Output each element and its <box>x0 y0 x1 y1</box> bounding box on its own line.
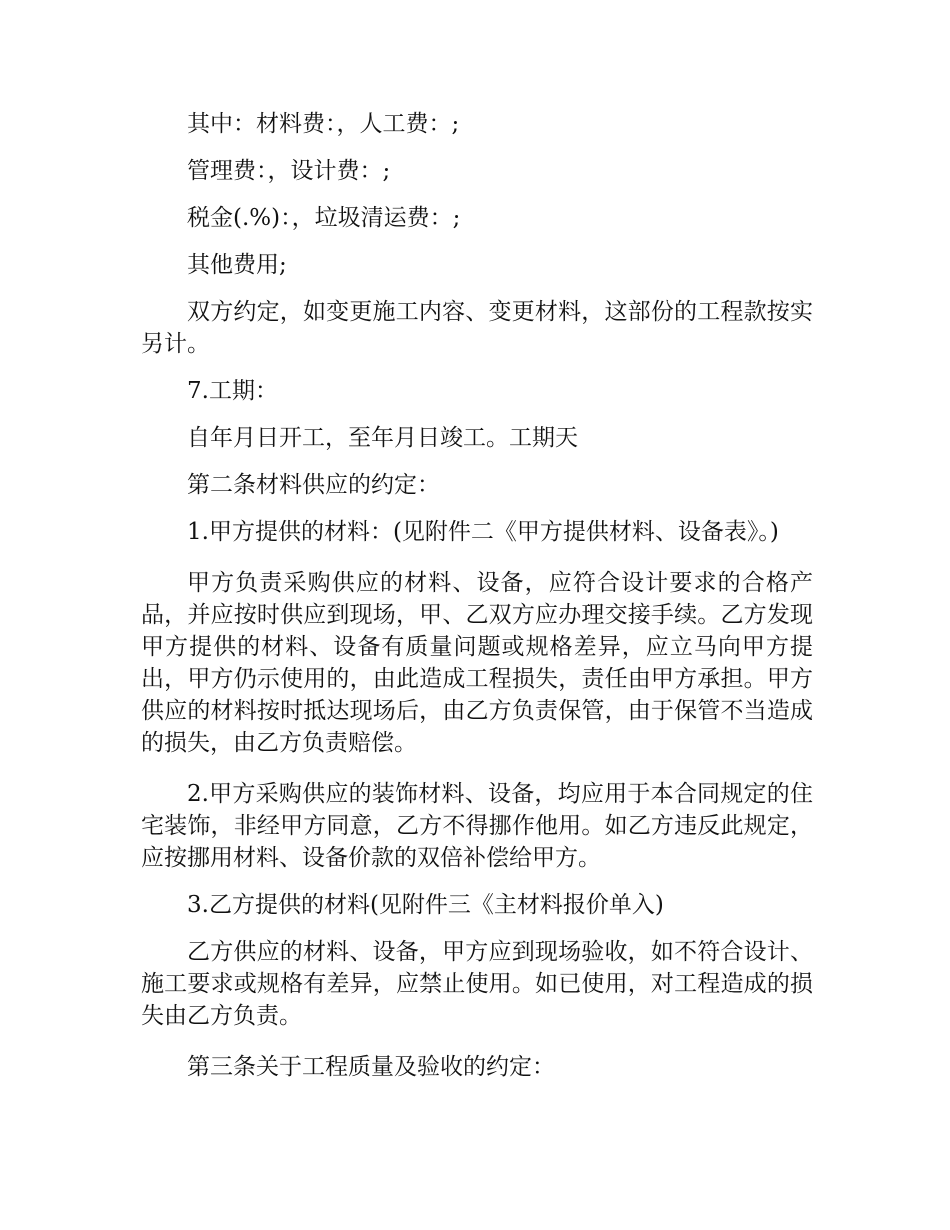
paragraph-party-a-responsibility: 甲方负责采购供应的材料、设备，应符合设计要求的合格产品，并应按时供应到现场，甲、乙双方应办理交接手续。乙方发现甲方提供的材料、设备有质量问题或规格差异，应立马向甲方提出，甲方仍示使用的，由此造成工程损失，责任由甲方承担。甲方供应的材料按时抵达现场后，由乙方负责保管，由于保管不当造成的损失，由乙方负责赔偿。 <box>141 570 813 756</box>
paragraph-cost-breakdown: 其中：材料费：，人工费：; <box>187 111 460 137</box>
paragraph-party-a-purchase: 2.甲方采购供应的装饰材料、设备，均应用于本合同规定的住宅装饰，非经甲方同意，乙方不得挪作他用。如乙方违反此规定，应按挪用材料、设备价款的双倍补偿给甲方。 <box>141 781 813 871</box>
paragraph-party-b-responsibility: 乙方供应的材料、设备，甲方应到现场验收，如不符合设计、施工要求或规格有差异，应禁止使用。如已使用，对工程造成的损失由乙方负责。 <box>141 939 813 1029</box>
paragraph-duration-heading: 7.工期： <box>187 378 278 404</box>
document-body <box>141 108 813 1083</box>
paragraph-management-fee: 管理费：，设计费：; <box>187 158 391 184</box>
paragraph-duration: 自年月日开工，至年月日竣工。工期天 <box>187 425 578 451</box>
paragraph-party-b-materials: 3.乙方提供的材料(见附件三《主材料报价单入) <box>187 892 664 918</box>
article-three-heading: 第三条关于工程质量及验收的约定： <box>187 1054 555 1080</box>
article-two-heading: 第二条材料供应的约定： <box>187 472 440 498</box>
paragraph-change-agreement: 双方约定，如变更施工内容、变更材料，这部份的工程款按实另计。 <box>141 299 813 357</box>
paragraph-tax: 税金(.%)：，垃圾清运费：; <box>187 205 461 231</box>
paragraph-party-a-materials: 1.甲方提供的材料：(见附件二《甲方提供材料、设备表》。) <box>187 519 779 545</box>
paragraph-other-fees: 其他费用; <box>187 252 287 278</box>
